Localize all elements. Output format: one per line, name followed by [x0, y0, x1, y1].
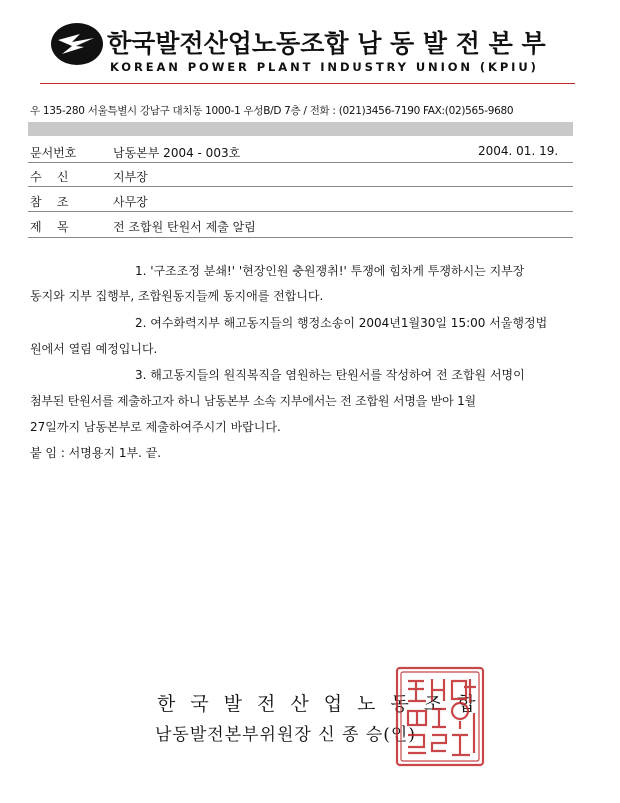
- meta-divider: [28, 211, 573, 212]
- paragraph-3-line-3: 27일까지 남동본부로 제출하여주시기 바랍니다.: [30, 420, 281, 434]
- union-logo-icon: [50, 22, 104, 66]
- paragraph-3-line-1: 3. 해고동지들의 원직복직을 염원하는 탄원서를 작성하여 전 조합원 서명이: [135, 368, 525, 382]
- meta-divider: [28, 162, 573, 163]
- gray-band: [28, 122, 573, 136]
- union-title-english: KOREAN POWER PLANT INDUSTRY UNION (KPIU): [110, 60, 539, 74]
- recipient-value: 지부장: [113, 170, 148, 184]
- attachment-note: 붙 임 : 서명용지 1부. 끝.: [30, 446, 162, 460]
- paragraph-1-line-1: 1. '구조조정 분쇄!' '현장인원 충원쟁취!' 투쟁에 힘차게 투쟁하시는 지부장: [135, 264, 525, 278]
- header-divider: [40, 83, 575, 84]
- paragraph-2-line-2: 원에서 열림 예정입니다.: [30, 342, 158, 356]
- document-date: 2004. 01. 19.: [478, 144, 559, 158]
- reference-value: 사무장: [113, 195, 148, 209]
- subject-label: 제 목: [30, 220, 69, 234]
- signature-organization: 한국발전산업노동조합: [157, 693, 491, 715]
- paragraph-1-line-2: 동지와 지부 집행부, 조합원동지들께 동지애를 전합니다.: [30, 289, 324, 303]
- recipient-label: 수 신: [30, 170, 69, 184]
- official-seal-icon: [394, 665, 486, 768]
- address-line: 우 135-280 서울특별시 강남구 대치동 1000-1 우성B/D 7층 / 전화 : (021)3456-7190 FAX:(02)565-9680: [30, 105, 514, 117]
- doc-no-label: 문서번호: [30, 146, 77, 160]
- meta-divider: [28, 186, 573, 187]
- signature-name: 남동발전본부위원장 신 종 승(인): [155, 725, 416, 745]
- union-title-korean: 한국발전산업노동조합 남 동 발 전 본 부: [107, 29, 546, 58]
- meta-divider: [28, 237, 573, 238]
- paragraph-3-line-2: 첨부된 탄원서를 제출하고자 하니 남동본부 소속 지부에서는 전 조합원 서명을 받아 1월: [30, 394, 476, 408]
- subject-value: 전 조합원 탄원서 제출 알림: [113, 220, 256, 234]
- reference-label: 참 조: [30, 195, 69, 209]
- doc-no-value: 남동본부 2004 - 003호: [113, 146, 241, 160]
- paragraph-2-line-1: 2. 여수화력지부 해고동지들의 행정소송이 2004년1월30일 15:00 서울행정법: [135, 316, 548, 330]
